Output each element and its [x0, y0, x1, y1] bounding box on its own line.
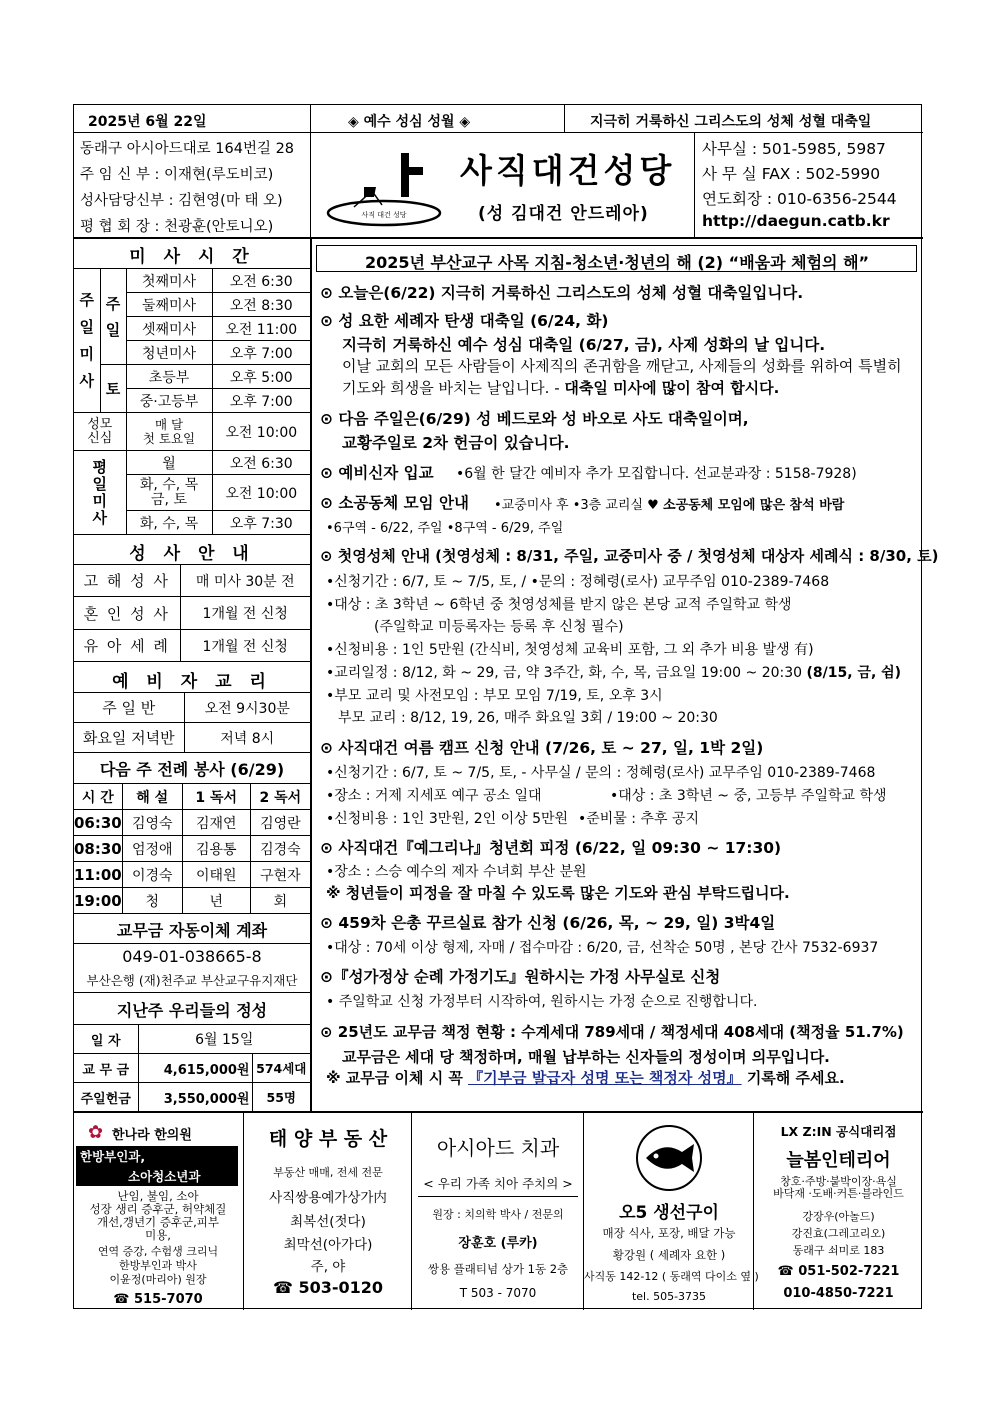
offering-table	[74, 1024, 311, 1112]
youth-retreat-prayer: ※ 청년들이 피정을 잘 마칠 수 있도록 많은 기도와 관심 부탁드립니다.	[326, 884, 790, 902]
summer-camp-target: •대상 : 초 3학년 ~ 중, 고등부 주일학교 학생	[610, 788, 887, 804]
summer-camp-cost: •신청비용 : 1인 3만원, 2인 이상 5만원	[326, 811, 569, 827]
catechumen-time: 저녁 8시	[184, 723, 311, 753]
mass-name: 중·고등부	[126, 389, 212, 413]
ad-hanara-clinic	[74, 1112, 244, 1310]
bulletin-date: 2025년 6월 22일	[88, 114, 207, 130]
mass-name: 화, 수, 목 금, 토	[126, 475, 212, 511]
parish-logo	[324, 147, 444, 227]
service-table	[74, 783, 311, 914]
service-cell: 김용통	[182, 836, 250, 862]
mass-name: 화, 수, 목	[126, 511, 212, 535]
liturgical-month: ◈ 예수 성심 성월 ◈	[348, 114, 471, 130]
parish-name: 사직대건성당	[460, 151, 676, 190]
ad-interior-contacts: 강장우(아놀드) 강진효(그레고리오) 동래구 쇠미로 183	[791, 1210, 886, 1257]
service-cell: 김영란	[250, 810, 310, 836]
ad-interior-mobile: 010-4850-7221	[783, 1286, 894, 1301]
logo-text: 사직 대건 성당	[361, 211, 407, 219]
contribution-transfer-note: ※ 교무금 이체 시 꼭 『기부금 발급자 성명 또는 책정자 성명』 기록해 주세요.	[326, 1069, 845, 1087]
mass-name: 초등부	[126, 365, 212, 389]
offering-title: 지난주 우리들의 정성	[116, 1001, 268, 1020]
sunday-label: 주 일	[100, 269, 126, 365]
parish-youth-priest: 성사담당신부 : 김현영(마 태 오)	[80, 193, 283, 209]
ad-clinic-tag: 한방부인과,	[80, 1149, 146, 1164]
ad-interior-dealer: LX Z:IN 공식대리점	[780, 1124, 897, 1139]
office-fax: 사 무 실 FAX : 502-5990	[702, 165, 881, 183]
ad-taeyang-realty	[244, 1112, 412, 1310]
ad-asiad-dental	[412, 1112, 584, 1310]
marian-devotion-day: 매 달 첫 토요일	[126, 413, 212, 451]
ads-section	[74, 1112, 923, 1310]
notice-small-community: ⊙ 소공동체 모임 안내	[320, 494, 469, 512]
ad-clinic-doctor: 연역 증강, 수험생 크리닉 한방부인과 박사 이윤정(마리아) 원장	[97, 1245, 219, 1286]
parish-council-president: 평 협 회 장 : 천광훈(안토니오)	[80, 219, 274, 235]
saturday-label: 토	[100, 365, 126, 413]
notice-sacred-heart: 지극히 거룩하신 예수 성심 대축일 (6/27, 금), 사제 성화의 날 입니다.	[342, 336, 826, 354]
service-time: 06:30	[74, 810, 122, 836]
notice-small-community-dates: •6구역 - 6/22, 주일 •8구역 - 6/29, 주일	[326, 521, 564, 536]
flower-icon: ✿	[88, 1122, 104, 1143]
notice-today-feast: ⊙ 오늘은(6/22) 지극히 거룩하신 그리스도의 성체 성혈 대축일입니다.	[320, 284, 804, 302]
notice-summer-camp: ⊙ 사직대건 여름 캠프 신청 안내 (7/26, 토 ~ 27, 일, 1박 2일)	[320, 739, 764, 757]
mass-time: 오전 8:30	[212, 293, 311, 317]
mass-time: 오전 10:00	[212, 475, 311, 511]
service-cell: 회	[250, 888, 310, 914]
mass-time: 오후 5:00	[212, 365, 311, 389]
parish-pastor: 주 임 신 부 : 이재현(루도비코)	[80, 167, 274, 183]
summer-camp-supplies: •준비물 : 추후 공지	[578, 811, 699, 827]
ad-realty-agent: 최막선(아가다)	[283, 1237, 373, 1253]
ad-clinic-tags	[76, 1146, 238, 1186]
ad-realty-agent: 최복선(젓다)	[290, 1214, 366, 1230]
sunday-mass-label: 주 일 미 사	[74, 269, 100, 413]
catechumen-table	[74, 692, 311, 753]
notice-first-communion: ⊙ 첫영성체 안내 (첫영성체 : 8/31, 주일, 교중미사 중 / 첫영성체 대상자 세례식 : 8/30, 토)	[320, 547, 939, 565]
sacraments-table	[74, 564, 311, 662]
first-communion-note: (주일학교 미등록자는 등록 후 신청 필수)	[374, 619, 624, 635]
federation-phone: 연도회장 : 010-6356-2544	[702, 190, 897, 208]
parish-patron: (성 김대건 안드레아)	[478, 204, 649, 224]
notice-contribution: ⊙ 25년도 교무금 책정 현황 : 수계세대 789세대 / 책정세대 408세대 (책정율 51.7%)	[320, 1023, 904, 1041]
ad-clinic-name: 한나라 한의원	[112, 1128, 192, 1143]
ad-realty-service: 부동산 매매, 전세 전문	[273, 1166, 383, 1179]
offering-name: 교 무 금	[74, 1054, 138, 1083]
notice-catechumen-detail: •6월 한 달간 예비자 추가 모집합니다. 선교분과장 : 5158-7928)	[456, 466, 857, 482]
mass-name: 첫째미사	[126, 269, 212, 293]
service-header: 시 간	[74, 784, 122, 810]
cursillo-detail: •대상 : 70세 이상 형제, 자매 / 접수마감 : 6/20, 금, 선착순 50명 , 본당 간사 7532-6937	[326, 940, 879, 956]
mass-name: 월	[126, 451, 212, 475]
pastoral-banner	[316, 245, 917, 272]
ad-neulbom-interior	[754, 1112, 923, 1310]
office-phone: 사무실 : 501-5985, 5987	[702, 140, 886, 158]
service-cell: 김재연	[182, 810, 250, 836]
service-cell: 이경숙	[122, 862, 182, 888]
notice-john-baptist: ⊙ 성 요한 세례자 탄생 대축일 (6/24, 화)	[320, 312, 609, 330]
ad-interior-name: 늘봄인테리어	[786, 1150, 891, 1171]
ad-realty-location: 사직쌍용예가상가内	[269, 1190, 387, 1206]
service-cell: 이태원	[182, 862, 250, 888]
mass-name: 셋째미사	[126, 317, 212, 341]
ad-realty-phone: ☎ 503-0120	[272, 1278, 384, 1297]
ad-dental-doctor-name: 장훈호 (루카)	[458, 1236, 538, 1251]
mass-time: 오후 7:00	[212, 389, 311, 413]
notice-peter-paul: ⊙ 다음 주일은(6/29) 성 베드로와 성 바오로 사도 대축일이며,	[320, 410, 749, 428]
ad-fish-phone: tel. 505-3735	[631, 1290, 707, 1303]
service-header: 1 독서	[182, 784, 250, 810]
ad-fish-name: 오5 생선구이	[619, 1203, 719, 1223]
mass-name: 둘째미사	[126, 293, 212, 317]
notice-small-community-detail: •교중미사 후 •3층 교리실 ♥ 소공동체 모임에 많은 참석 바람	[494, 498, 845, 513]
ad-fish-address: 사직동 142-12 ( 동래역 다이소 옆 )	[584, 1270, 759, 1283]
parent-meeting: •부모 교리 및 사전모임 : 부모 모임 7/19, 토, 오후 3시	[326, 688, 663, 704]
ad-interior-services: 창호·주방·붙박이장·욕실 바닥재 ·도배·커튼·블라인드	[773, 1175, 904, 1200]
ad-dental-name: 아시아드 치과	[436, 1136, 560, 1160]
pastoral-banner-text: 2025년 부산교구 사목 지침-청소년·청년의 해 (2) “배움과 체험의 해”	[364, 253, 870, 272]
ad-dental-doctor: 원장 : 치의학 박사 / 전문의	[432, 1208, 564, 1221]
service-header: 해 설	[122, 784, 182, 810]
transfer-account: 049-01-038665-8	[122, 947, 262, 966]
notice-pope-sunday: 교황주일로 2차 헌금이 있습니다.	[342, 434, 570, 452]
first-communion-cost: •신청비용 : 1인 5만원 (간식비, 첫영성체 교육비 포함, 그 외 추가 비용 발생 有)	[326, 642, 814, 658]
holy-family-detail: • 주일학교 신청 가정부터 시작하여, 원하시는 가정 순으로 진행합니다.	[326, 994, 758, 1010]
fish-icon	[636, 1122, 702, 1194]
offering-date: 6월 15일	[138, 1025, 311, 1054]
summer-camp-place: •장소 : 거제 지세포 예구 공소 일대	[326, 788, 542, 804]
youth-retreat-place: •장소 : 스승 예수의 제자 수녀회 부산 분원	[326, 864, 587, 880]
first-communion-period: •신청기간 : 6/7, 토 ~ 7/5, 토, / •문의 : 정혜령(로사) 교무주임 010-2389-7468	[326, 574, 830, 590]
service-time: 19:00	[74, 888, 122, 914]
catechumen-class: 화요일 저녁반	[74, 723, 184, 753]
ad-dental-address: 쌍용 플래티넘 상가 1동 2층	[427, 1262, 569, 1276]
service-title: 다음 주 전례 봉사 (6/29)	[99, 760, 285, 779]
service-cell: 김경숙	[250, 836, 310, 862]
ad-realty-name: 태 양 부 동 산	[268, 1128, 388, 1150]
mass-time: 오후 7:30	[212, 511, 311, 535]
catechumen-title: 예 비 자 교 리	[112, 672, 272, 692]
offering-date-label: 일 자	[74, 1025, 138, 1054]
ad-fish-restaurant	[584, 1112, 759, 1310]
ad-dental-slogan: < 우리 가족 치아 주치의 >	[423, 1176, 573, 1191]
ad-clinic-services: 난임, 불임, 소아 성장 생리 증후군, 허약체질 개선,갱년기 증후군,피부 미용,	[89, 1189, 227, 1242]
mass-time: 오후 7:00	[212, 341, 311, 365]
notice-youth-retreat: ⊙ 사직대건『예그리나』청년회 피정 (6/22, 일 09:30 ~ 17:30)	[320, 839, 782, 857]
parish-url[interactable]: http://daegun.catb.kr	[702, 212, 890, 230]
bulletin-page	[73, 104, 939, 1309]
mass-times-table	[74, 268, 311, 535]
ad-clinic-phone: ☎ 515-7070	[113, 1292, 203, 1307]
service-time: 08:30	[74, 836, 122, 862]
notice-holy-family: ⊙『성가정상 순례 가정기도』원하시는 가정 사무실로 신청	[320, 968, 721, 986]
first-communion-schedule: •교리일정 : 8/12, 화 ~ 29, 금, 약 3주간, 화, 수, 목, 금요일 19:00 ~ 20:30 (8/15, 금, 쉼)	[326, 665, 902, 681]
mass-time: 오전 6:30	[212, 269, 311, 293]
service-cell: 엄정애	[122, 836, 182, 862]
notice-priest-day: 이날 교회의 모든 사람들이 사제직의 존귀함을 깨닫고, 사제들의 성화를 위하여 특별히	[342, 357, 902, 375]
notice-cursillo: ⊙ 459차 은총 꾸르실료 참가 신청 (6/26, 목, ~ 29, 일) 3박4일	[320, 914, 776, 932]
ad-dental-phone: T 503 - 7070	[459, 1286, 537, 1300]
summer-camp-period: •신청기간 : 6/7, 토 ~ 7/5, 토, - 사무실 / 문의 : 정혜령(로사) 교무주임 010-2389-7468	[326, 765, 876, 781]
ad-clinic-tag: 소아청소년과	[128, 1169, 201, 1184]
service-cell: 청	[122, 888, 182, 914]
service-cell: 년	[182, 888, 250, 914]
sacrament-value: 1개월 전 신청	[180, 630, 311, 662]
offering-amount: 4,615,000원	[138, 1054, 252, 1083]
sacrament-value: 1개월 전 신청	[180, 597, 311, 630]
sacrament-value: 매 미사 30분 전	[180, 565, 311, 597]
contribution-detail: 교무금은 세대 당 책정하며, 매월 납부하는 신자들의 정성이며 의무입니다.	[342, 1048, 830, 1066]
mass-name: 청년미사	[126, 341, 212, 365]
offering-count: 574세대	[252, 1054, 311, 1083]
ad-realty-hours: 주, 야	[310, 1259, 346, 1275]
sacraments-title: 성 사 안 내	[129, 544, 255, 564]
weekday-mass-label: 평 일 미 사	[74, 451, 126, 535]
sacrament-name: 고 해 성 사	[74, 565, 180, 597]
ad-fish-service: 매장 식사, 포장, 배달 가능	[602, 1226, 736, 1240]
catechumen-class: 주 일 반	[74, 693, 184, 723]
notice-catechumen: ⊙ 예비신자 입교	[320, 464, 434, 482]
service-cell: 김영숙	[122, 810, 182, 836]
service-cell: 구현자	[250, 862, 310, 888]
mass-time: 오전 11:00	[212, 317, 311, 341]
sacrament-name: 유 아 세 례	[74, 630, 180, 662]
sacrament-name: 혼 인 성 사	[74, 597, 180, 630]
ad-interior-phone: ☎ 051-502-7221	[777, 1264, 900, 1279]
catechumen-time: 오전 9시30분	[184, 693, 311, 723]
ad-fish-owner: 황강원 ( 세례자 요한 )	[612, 1248, 726, 1262]
parent-catechism: 부모 교리 : 8/12, 19, 26, 매주 화요일 3회 / 19:00 ~ 20:30	[338, 710, 718, 726]
transfer-title: 교무금 자동이체 계좌	[116, 921, 268, 940]
transfer-bank: 부산은행 (재)천주교 부산교구유지재단	[86, 973, 298, 988]
feast-title: 지극히 거룩하신 그리스도의 성체 성혈 대축일	[590, 114, 872, 130]
service-time: 11:00	[74, 862, 122, 888]
parish-address: 동래구 아시아드대로 164번길 28	[80, 141, 295, 157]
offering-name: 주일헌금	[74, 1083, 138, 1112]
mass-times-title: 미 사 시 간	[129, 247, 255, 267]
offering-count: 55명	[252, 1083, 311, 1112]
marian-devotion-label: 성모 신심	[74, 413, 126, 451]
service-header: 2 독서	[250, 784, 310, 810]
notice-priest-day-2: 기도와 희생을 바치는 날입니다. - 대축일 미사에 많이 참여 합시다.	[342, 379, 780, 397]
offering-amount: 3,550,000원	[138, 1083, 252, 1112]
marian-devotion-time: 오전 10:00	[212, 413, 311, 451]
first-communion-target: •대상 : 초 3학년 ~ 6학년 중 첫영성체를 받지 않은 본당 교적 주일학교 학생	[326, 597, 792, 613]
mass-time: 오전 6:30	[212, 451, 311, 475]
